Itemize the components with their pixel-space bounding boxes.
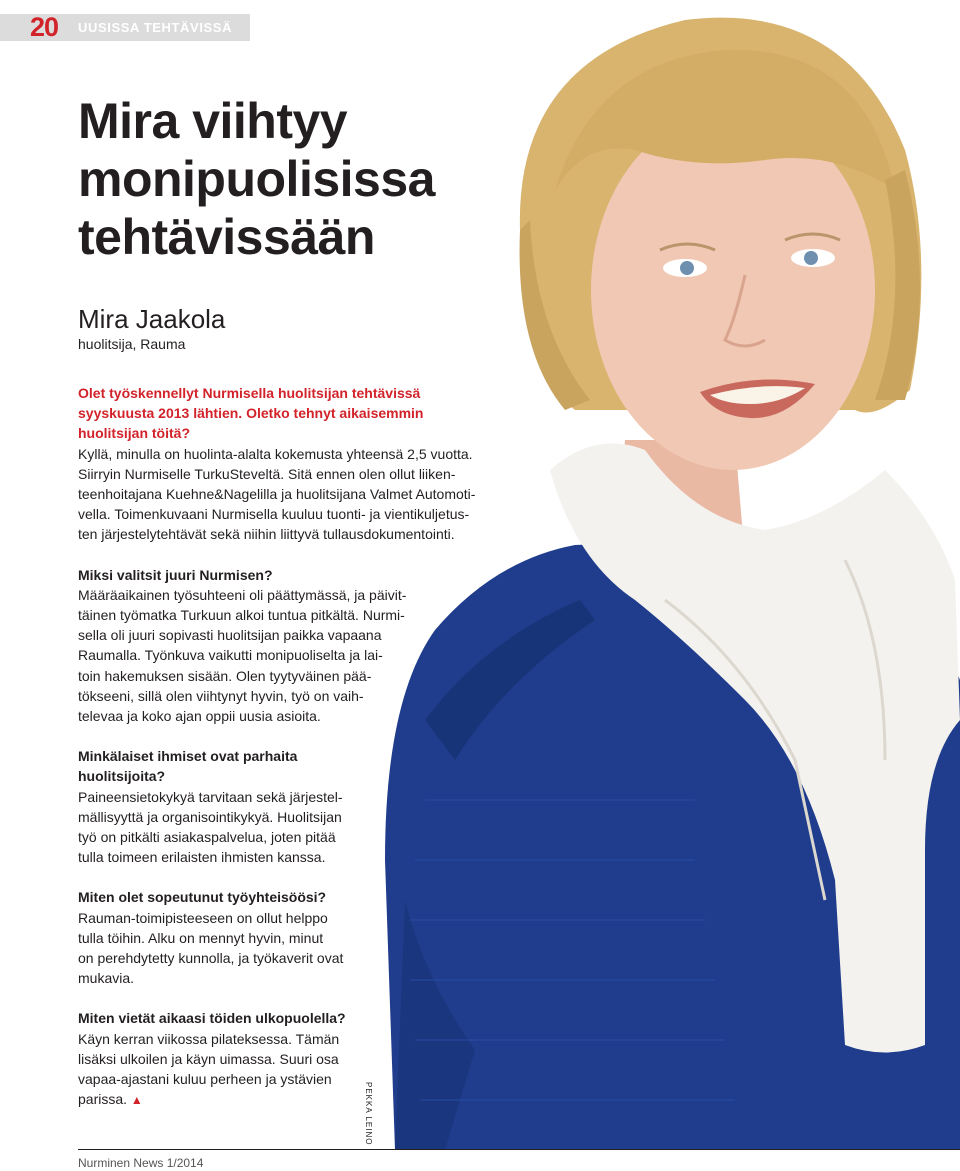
answer-line: sella oli juuri sopivasti huolitsijan paikka vapaana [78,627,382,644]
answer-line: teenhoitajana Kuehne&Nagelilla ja huolitsijana Valmet Automoti- [78,486,476,503]
answer-line: on perehdytetty kunnolla, ja työkaverit ovat [78,950,344,967]
answer-line: televaa ja koko ajan oppii uusia asioita. [78,708,321,725]
footer-publication: Nurminen News 1/2014 [78,1156,204,1170]
face [591,110,875,470]
answer-line: mukavia. [78,970,135,987]
answer-line: tulla toimeen erilaisten ihmisten kanssa. [78,849,326,866]
qa-block [78,887,488,988]
question-line: Olet työskennellyt Nurmisella huolitsijan tehtävissä [78,385,421,401]
person-role: huolitsija, Rauma [78,336,186,352]
question-line: Miten olet sopeutunut työyhteisöösi? [78,889,327,906]
article-body [78,383,488,1131]
answer-line: vapaa-ajastani kuluu perheen ja ystävien [78,1071,332,1088]
question-line: Miksi valitsit juuri Nurmisen? [78,566,273,583]
qa-block [78,565,488,727]
answer-line: tulla töihin. Alku on mennyt hyvin, minut [78,929,324,946]
answer-line: Kyllä, minulla on huolinta-alalta kokemusta yhteensä 2,5 vuotta. [78,445,473,462]
answer-line: lisäksi ulkoilen ja käyn uimassa. Suuri osa [78,1050,339,1067]
headline-line: Mira viihtyy [78,93,348,149]
page-number: 20 [30,12,59,42]
qa-block [78,1008,488,1110]
answer-line: tökseeni, sillä olen viihtynyt hyvin, työ on vaih- [78,687,364,704]
photo-credit: PEKKA LEINO [364,1082,373,1146]
answer-line: työ on pitkälti asiakaspalvelua, joten pitää [78,829,336,846]
answer-line: täinen työmatka Turkuun alkoi tuntua pitkältä. Nurmi- [78,607,405,624]
question-line: Miten vietät aikaasi töiden ulkopuolella? [78,1010,346,1027]
answer-text: parissa. [78,1091,128,1108]
answer-line: Siirryin Nurmiselle TurkuSteveltä. Sitä ennen olen ollut liiken- [78,465,456,482]
end-mark-icon: ▲ [130,1093,143,1108]
answer-line [78,1089,488,1110]
question-line: syyskuusta 2013 lähtien. Oletko tehnyt aikaisemmin [78,405,424,422]
answer-line: Raumalla. Työnkuva vaikutti monipuoliselta ja lai- [78,647,383,664]
question-line: Minkälaiset ihmiset ovat parhaita [78,748,298,765]
answer-line: toin hakemuksen sisään. Olen tyytyväinen pää- [78,667,372,684]
answer-line: Paineensietokykyä tarvitaan sekä järjestel- [78,788,343,805]
answer-line: vella. Toimenkuvaani Nurmisella kuuluu tuonti- ja vientikuljetus- [78,506,470,523]
answer-line: Rauman-toimipisteeseen on ollut helppo [78,909,328,926]
question-line: huolitsijoita? [78,768,166,785]
answer-line: mällisyyttä ja organisointikykyä. Huolitsijan [78,808,342,825]
person-name: Mira Jaakola [78,304,226,334]
footer-rule [78,1149,960,1150]
headline-line: tehtävissään [78,209,375,265]
question-line: huolitsijan töitä? [78,425,190,442]
answer-line: ten järjestelytehtävät sekä niihin liittyvä tullausdokumentointi. [78,526,455,543]
answer-line: Määräaikainen työsuhteeni oli päättymässä, ja päivit- [78,586,407,603]
qa-block [78,383,488,545]
section-label: UUSISSA TEHTÄVISSÄ [78,20,233,35]
qa-block [78,746,488,867]
headline-line: monipuolisissa [78,151,435,207]
answer-line: Käyn kerran viikossa pilateksessa. Tämän [78,1030,340,1047]
article-headline [78,92,435,266]
